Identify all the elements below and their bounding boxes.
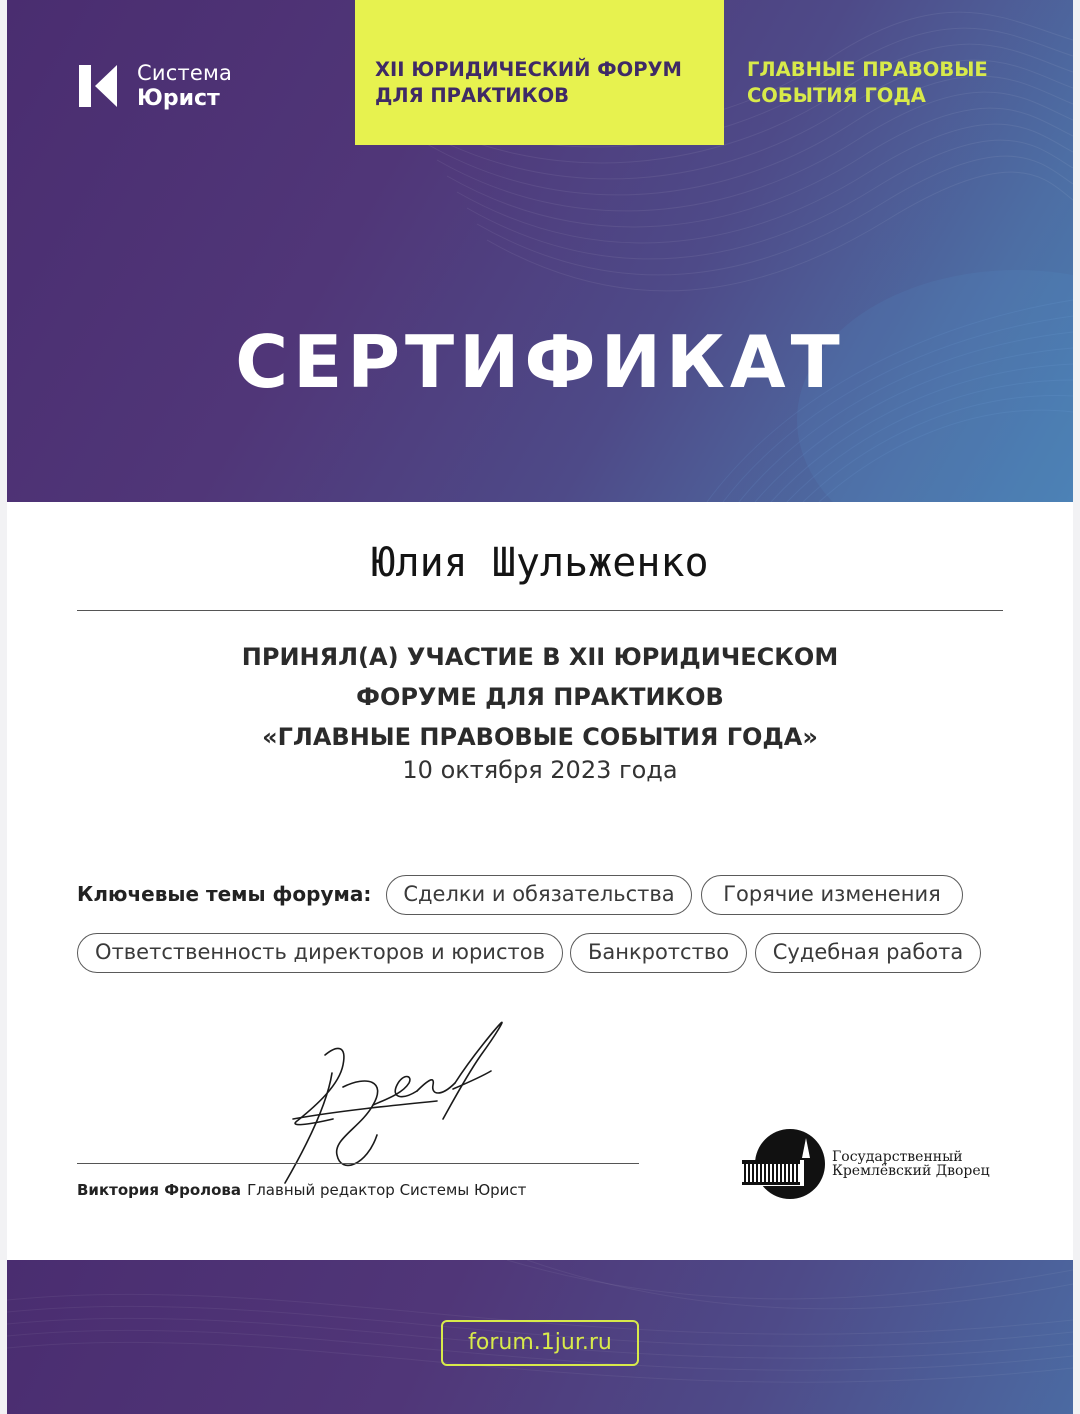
forum-url-link[interactable]: forum.1jur.ru xyxy=(441,1320,639,1366)
certificate-page xyxy=(7,0,1073,1414)
certificate-title: СЕРТИФИКАТ xyxy=(235,320,845,404)
recipient-name: Юлия Шульженко xyxy=(371,540,709,586)
logo-line-1: Система xyxy=(137,61,233,85)
topic-chip: Сделки и обязательства xyxy=(386,875,692,915)
signer-caption xyxy=(77,1181,526,1199)
event-date: 10 октября 2023 года xyxy=(402,756,678,784)
sistema-yurist-logo xyxy=(77,60,232,112)
partner-line-1: Государственный xyxy=(832,1149,963,1165)
participation-statement xyxy=(7,637,1073,757)
topic-chip: Ответственность директоров и юристов xyxy=(77,933,563,973)
kremlin-palace-emblem-icon xyxy=(740,1128,828,1200)
topics-label: Ключевые темы форума: xyxy=(77,882,372,906)
topic-chip: Горячие изменения xyxy=(701,875,963,915)
signature-line xyxy=(77,1163,639,1164)
certificate-header xyxy=(7,0,1073,502)
signer-role: Главный редактор Системы Юрист xyxy=(247,1181,527,1199)
participation-line-1: ПРИНЯЛ(А) УЧАСТИЕ В XII ЮРИДИЧЕСКОМ xyxy=(241,643,839,671)
kremlin-palace-logo xyxy=(740,1128,990,1200)
signer-name: Виктория Фролова xyxy=(77,1181,242,1199)
logo-line-2: Юрист xyxy=(137,86,220,111)
handwritten-signature xyxy=(277,1015,517,1185)
participation-line-3: «ГЛАВНЫЕ ПРАВОВЫЕ СОБЫТИЯ ГОДА» xyxy=(262,723,818,751)
forum-tagline: ГЛАВНЫЕ ПРАВОВЫЕ СОБЫТИЯ ГОДА xyxy=(747,58,988,107)
forum-title: XII ЮРИДИЧЕСКИЙ ФОРУМ ДЛЯ ПРАКТИКОВ xyxy=(375,58,682,107)
topic-chip: Банкротство xyxy=(570,933,747,973)
name-underline xyxy=(77,610,1003,611)
topic-chip: Судебная работа xyxy=(755,933,981,973)
logo-mark-icon xyxy=(77,63,129,109)
certificate-footer xyxy=(7,1260,1073,1414)
participation-line-2: ФОРУМЕ ДЛЯ ПРАКТИКОВ xyxy=(356,683,724,711)
forum-title-box xyxy=(355,0,724,145)
partner-line-2: Кремлёвский Дворец xyxy=(832,1163,990,1179)
